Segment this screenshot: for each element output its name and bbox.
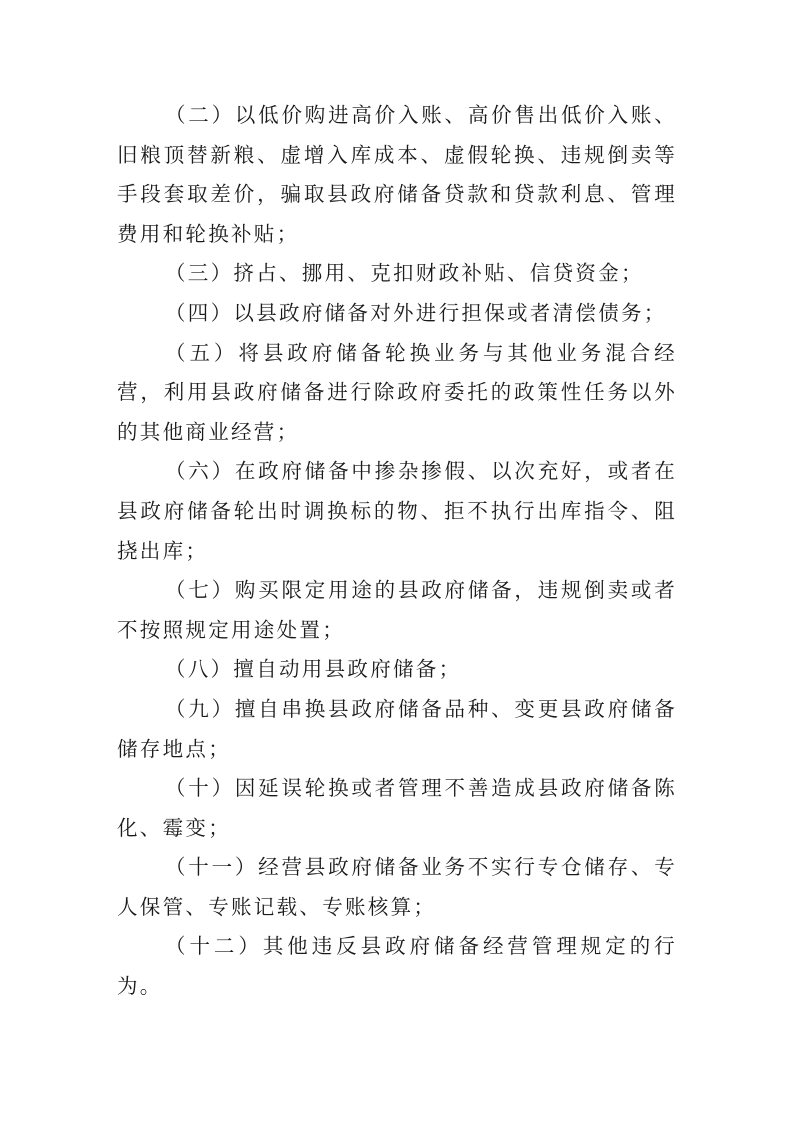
paragraph-item-6: （六）在政府储备中掺杂掺假、以次充好，或者在县政府储备轮出时调换标的物、拒不执行出库指令、阻挠出库； — [117, 459, 677, 563]
paragraph-item-12: （十二）其他违反县政府储备经营管理规定的行为。 — [117, 934, 677, 999]
paragraph-item-5: （五）将县政府储备轮换业务与其他业务混合经营，利用县政府储备进行除政府委托的政策性任务以外的其他商业经营； — [117, 340, 677, 444]
paragraph-item-2: （二）以低价购进高价入账、高价售出低价入账、旧粮顶替新粮、虚增入库成本、虚假轮换、违规倒卖等手段套取差价，骗取县政府储备贷款和贷款利息、管理费用和轮换补贴； — [117, 103, 677, 246]
paragraph-item-7: （七）购买限定用途的县政府储备，违规倒卖或者不按照规定用途处置； — [117, 578, 677, 642]
paragraph-item-8: （八）擅自动用县政府储备； — [165, 657, 462, 682]
document-body — [117, 96, 677, 1007]
paragraph-item-9: （九）擅自串换县政府储备品种、变更县政府储备储存地点； — [117, 696, 677, 761]
paragraph-item-11: （十一）经营县政府储备业务不实行专仓储存、专人保管、专账记载、专账核算； — [117, 855, 677, 919]
paragraph-item-4: （四）以县政府储备对外进行担保或者清偿债务； — [165, 300, 667, 325]
paragraph-item-10: （十）因延误轮换或者管理不善造成县政府储备陈化、霉变； — [117, 776, 677, 840]
paragraph-item-3: （三）挤占、挪用、克扣财政补贴、信贷资金； — [165, 261, 644, 286]
